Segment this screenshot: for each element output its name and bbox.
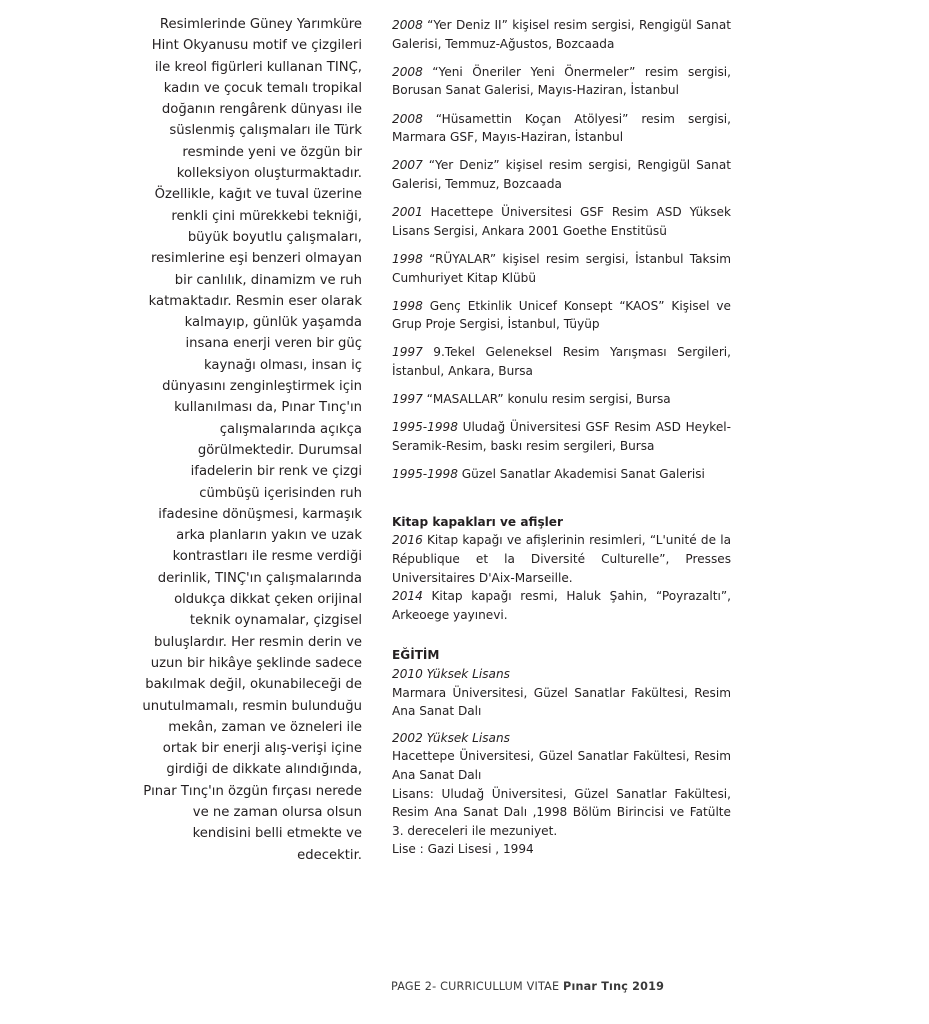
exhibition-year: 1998	[392, 298, 423, 313]
book-cover-year: 2016	[392, 533, 423, 548]
exhibition-item	[392, 418, 731, 455]
biography-column	[138, 14, 362, 866]
book-cover-item	[392, 531, 731, 587]
footer-author: Pınar Tınç 2019	[563, 980, 665, 993]
exhibition-year: 1995-1998	[392, 420, 458, 435]
exhibition-item	[392, 203, 731, 240]
exhibition-text: “Yeni Öneriler Yeni Önermeler” resim sergisi, Borusan Sanat Galerisi, Mayıs-Haziran, İstanbul	[392, 64, 731, 98]
exhibition-text: Genç Etkinlik Unicef Konsept “KAOS” Kişisel ve Grup Proje Sergisi, İstanbul, Tüyüp	[392, 298, 731, 332]
cv-column	[392, 16, 731, 859]
exhibition-year: 1995-1998	[392, 467, 458, 482]
exhibition-item	[392, 156, 731, 193]
exhibition-year: 1997	[392, 392, 423, 407]
exhibition-text: Uludağ Üniversitesi GSF Resim ASD Heykel-Seramik-Resim, baskı resim sergileri, Bursa	[392, 420, 731, 454]
education-school: Hacettepe Üniversitesi, Güzel Sanatlar Fakültesi, Resim Ana Sanat Dalı	[392, 749, 731, 782]
education-section	[392, 646, 731, 859]
exhibition-text: Güzel Sanatlar Akademisi Sanat Galerisi	[457, 467, 705, 482]
exhibition-text: “Yer Deniz II” kişisel resim sergisi, Rengigül Sanat Galerisi, Temmuz-Ağustos, Bozcaada	[392, 18, 731, 51]
education-heading: EĞİTİM	[392, 648, 440, 663]
exhibition-text: “MASALLAR” konulu resim sergisi, Bursa	[422, 392, 671, 407]
exhibition-item	[392, 110, 731, 147]
exhibition-item	[392, 343, 731, 380]
book-cover-text: Kitap kapağı ve afişlerinin resimleri, “L'unité de la République et la Diversité Culturelle”, Presses Universitaires D'Aix-Marseille.	[392, 533, 731, 585]
education-degree: 2002 Yüksek Lisans	[392, 730, 510, 745]
page-footer	[391, 980, 664, 993]
book-covers-section	[392, 513, 731, 625]
exhibition-item	[392, 16, 731, 53]
book-cover-text: Kitap kapağı resmi, Haluk Şahin, “Poyrazaltı”, Arkeoege yayınevi.	[392, 589, 731, 622]
exhibition-item	[392, 63, 731, 100]
exhibition-year: 1997	[392, 345, 423, 360]
exhibition-text: “RÜYALAR” kişisel resim sergisi, İstanbul Taksim Cumhuriyet Kitap Klübü	[392, 251, 731, 285]
education-degree: 2010 Yüksek Lisans	[392, 666, 510, 681]
exhibition-item	[392, 250, 731, 287]
exhibition-text: 9.Tekel Geleneksel Resim Yarışması Sergileri, İstanbul, Ankara, Bursa	[392, 345, 731, 379]
exhibition-year: 2008	[392, 18, 423, 32]
exhibition-item	[392, 465, 731, 484]
book-cover-year: 2014	[392, 589, 423, 604]
exhibition-item	[392, 390, 731, 409]
exhibition-year: 2008	[392, 64, 423, 79]
exhibition-year: 2008	[392, 111, 423, 126]
exhibition-text: Hacettepe Üniversitesi GSF Resim ASD Yüksek Lisans Sergisi, Ankara 2001 Goethe Enstitüsü	[392, 205, 731, 238]
book-covers-heading: Kitap kapakları ve afişler	[392, 514, 563, 529]
footer-label: PAGE 2- CURRICULLUM VITAE	[391, 980, 564, 993]
education-lisans: Lisans: Uludağ Üniversitesi, Güzel Sanatlar Fakültesi, Resim Ana Sanat Dalı ,1998 Bölüm Birincisi ve Fatülte 3. dereceleri ile mezuniyet.	[392, 786, 731, 838]
exhibition-year: 2007	[392, 158, 423, 173]
education-school: Marmara Üniversitesi, Güzel Sanatlar Fakültesi, Resim Ana Sanat Dalı	[392, 685, 731, 719]
exhibition-year: 1998	[392, 251, 423, 266]
exhibition-text: “Yer Deniz” kişisel resim sergisi, Rengigül Sanat Galerisi, Temmuz, Bozcaada	[392, 158, 731, 191]
exhibition-year: 2001	[392, 205, 423, 220]
exhibition-text: “Hüsamettin Koçan Atölyesi” resim sergisi, Marmara GSF, Mayıs-Haziran, İstanbul	[392, 111, 731, 145]
education-lise: Lise : Gazi Lisesi , 1994	[392, 842, 534, 857]
exhibition-list	[392, 16, 731, 484]
book-cover-item	[392, 587, 731, 624]
exhibition-item	[392, 297, 731, 334]
biography-text: Resimlerinde Güney Yarımküre Hint Okyanusu motif ve çizgileri ile kreol figürleri kullanan TINÇ, kadın ve çocuk temalı tropikal doğanın rengârenk dünyası ile süslenmiş çalışmaları ile Türk resminde yeni ve özgün bir kolleksiyon oluşturmaktadır. Özellikle, kağıt ve tuval üzerine renkli çini mürekkebi tekniği, büyük boyutlu çalışmaları, resimlerine eşi benzeri olmayan bir canlılık, dinamizm ve ruh katmaktadır. Resmin eser olarak kalmayıp, günlük yaşamda insana enerji veren bir güç kaynağı olması, insan iç dünyasını zenginleştirmek için kullanılması da, Pınar Tınç'ın çalışmalarında açıkça görülmektedir. Durumsal ifadelerin bir renk ve çizgi cümbüşü içerisinden ruh ifadesine dönüşmesi, karmaşık arka planların yakın ve uzak kontrastları ile resme verdiği derinlik, TINÇ'ın çalışmalarında oldukça dikkat çeken orijinal teknik oynamalar, çizgisel buluşlardır. Her resmin derin ve uzun bir hikâye şeklinde sadece bakılmak değil, okunabileceği de unutulmamalı, resmin bulunduğu mekân, zaman ve özneleri ile ortak bir enerji alış-verişi içine girdiği de dikkate alındığında, Pınar Tınç'ın özgün fırçası nerede ve ne zaman olursa olsun kendisini belli etmekte ve edecektir.	[142, 17, 362, 863]
